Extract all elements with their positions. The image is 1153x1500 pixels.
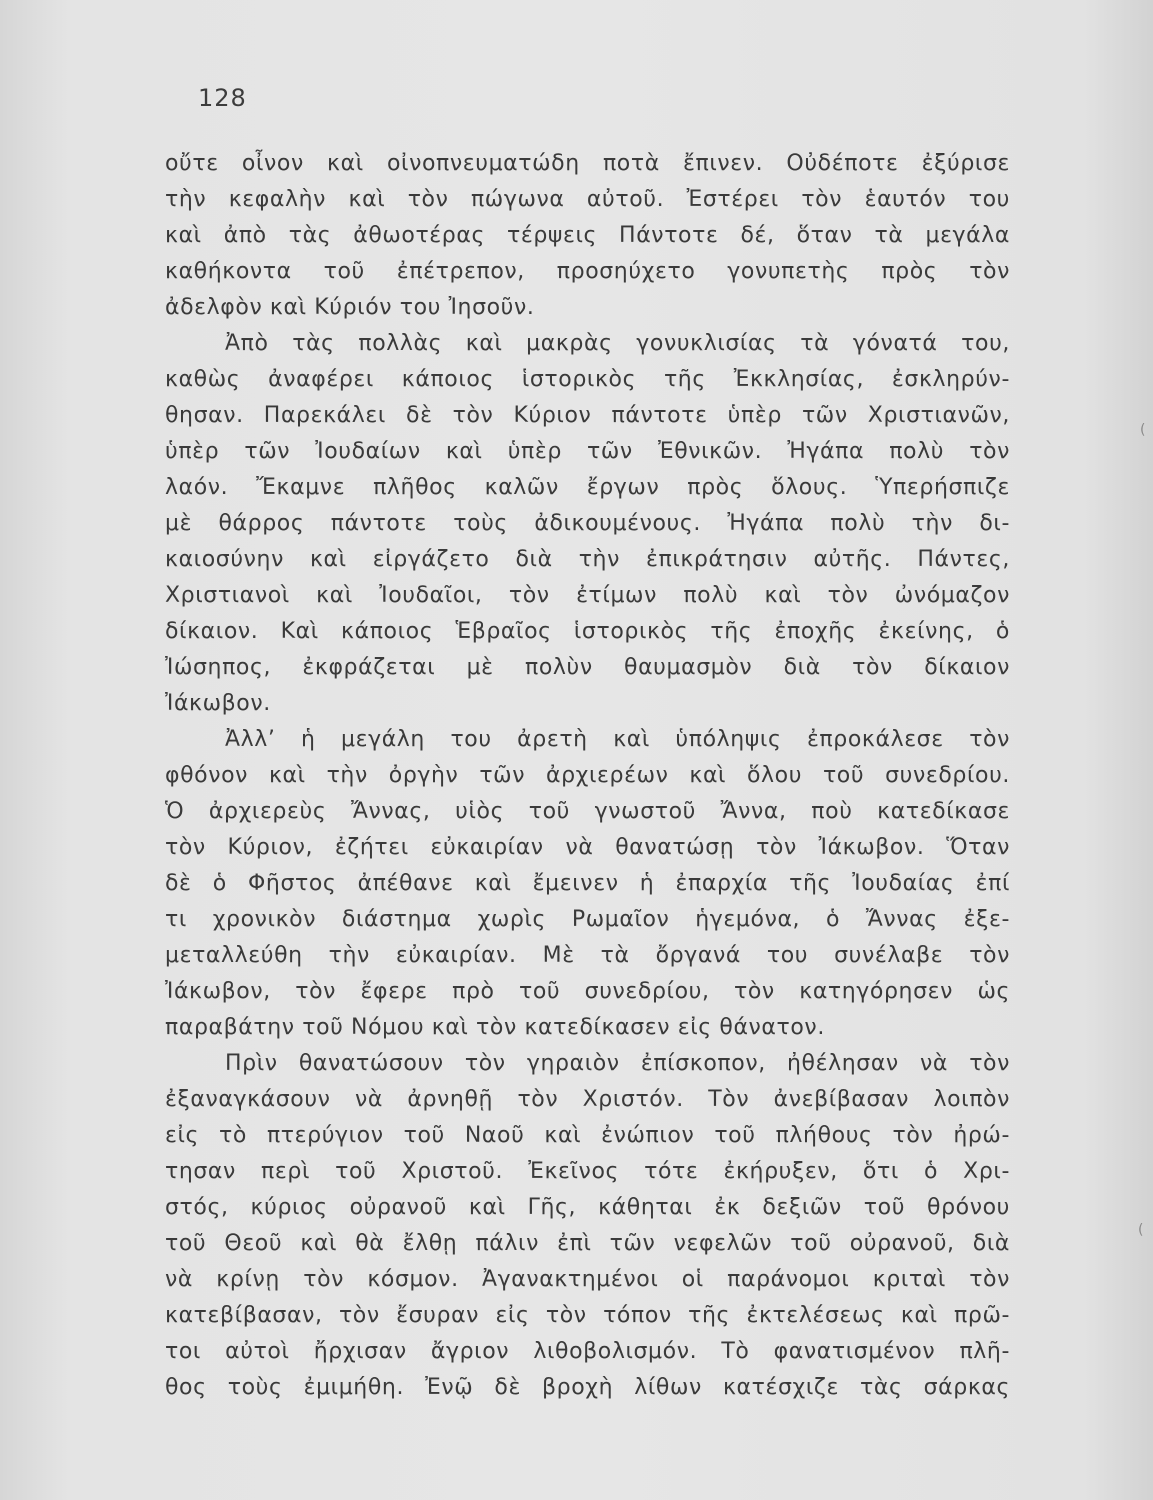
text-line: παραβάτην τοῦ Νόμου καὶ τὸν κατεδίκασεν εἰς θάνατον. [165,1015,825,1040]
text-line: Ἀλλ’ ἡ μεγάλη του ἀρετὴ καὶ ὑπόληψις ἐπροκάλεσε τὸν [225,727,1010,752]
text-line: τησαν περὶ τοῦ Χριστοῦ. Ἐκεῖνος τότε ἐκήρυξεν, ὅτι ὁ Χρι- [165,1159,1010,1184]
text-line: ἀδελφὸν καὶ Κύριόν του Ἰησοῦν. [165,295,535,320]
text-line: θησαν. Παρεκάλει δὲ τὸν Κύριον πάντοτε ὑπὲρ τῶν Χριστιανῶν, [165,403,1010,428]
body-text [165,146,1010,1406]
text-line: τι χρονικὸν διάστημα χωρὶς Ρωμαῖον ἡγεμόνα, ὁ Ἄννας ἐξε- [165,907,1010,932]
text-line: καθήκοντα τοῦ ἐπέτρεπον, προσηύχετο γονυπετὴς πρὸς τὸν [165,259,1010,284]
text-line: νὰ κρίνῃ τὸν κόσμον. Ἀγανακτημένοι οἱ παράνομοι κριταὶ τὸν [165,1267,1010,1292]
text-line: Ἰάκωβον. [165,691,271,716]
text-line: λαόν. Ἔκαμνε πλῆθος καλῶν ἔργων πρὸς ὅλους. Ὑπερήσπιζε [165,475,1010,500]
text-line: στός, κύριος οὐρανοῦ καὶ Γῆς, κάθηται ἐκ δεξιῶν τοῦ θρόνου [165,1195,1010,1220]
text-line: τοι αὐτοὶ ἤρχισαν ἄγριον λιθοβολισμόν. Τὸ φανατισμένον πλῆ- [165,1339,1010,1364]
text-line: Ἀπὸ τὰς πολλὰς καὶ μακρὰς γονυκλισίας τὰ γόνατά του, [225,331,1010,356]
text-line: φθόνον καὶ τὴν ὀργὴν τῶν ἀρχιερέων καὶ ὅλου τοῦ συνεδρίου. [165,763,1010,788]
text-line: δίκαιον. Καὶ κάποιος Ἑβραῖος ἱστορικὸς τῆς ἐποχῆς ἐκείνης, ὁ [165,619,1010,644]
text-line: καιοσύνην καὶ εἰργάζετο διὰ τὴν ἐπικράτησιν αὐτῆς. Πάντες, [165,547,1010,572]
text-line: Ἰάκωβον, τὸν ἔφερε πρὸ τοῦ συνεδρίου, τὸν κατηγόρησεν ὡς [165,979,1010,1004]
text-line: Χριστιανοὶ καὶ Ἰουδαῖοι, τὸν ἐτίμων πολὺ καὶ τὸν ὠνόμαζον [165,583,1010,608]
page-number: 128 [198,84,247,112]
text-line: μὲ θάρρος πάντοτε τοὺς ἀδικουμένους. Ἠγάπα πολὺ τὴν δι- [165,511,1010,536]
text-line: καθὼς ἀναφέρει κάποιος ἱστορικὸς τῆς Ἐκκλησίας, ἐσκληρύν- [165,367,1010,392]
text-line: Πρὶν θανατώσουν τὸν γηραιὸν ἐπίσκοπον, ἠθέλησαν νὰ τὸν [225,1051,1010,1076]
text-line: ὑπὲρ τῶν Ἰουδαίων καὶ ὑπὲρ τῶν Ἐθνικῶν. Ἠγάπα πολὺ τὸν [165,439,1010,464]
text-line: δὲ ὁ Φῆστος ἀπέθανε καὶ ἔμεινεν ἡ ἐπαρχία τῆς Ἰουδαίας ἐπί [165,871,1010,896]
margin-mark: ( [1140,422,1146,438]
text-line: Ἰώσηπος, ἐκφράζεται μὲ πολὺν θαυμασμὸν διὰ τὸν δίκαιον [165,655,1010,680]
text-line: καὶ ἀπὸ τὰς ἀθωοτέρας τέρψεις Πάντοτε δέ, ὅταν τὰ μεγάλα [165,223,1010,248]
text-line: Ὁ ἀρχιερεὺς Ἄννας, υἱὸς τοῦ γνωστοῦ Ἄννα, ποὺ κατεδίκασε [165,799,1010,824]
text-line: ἐξαναγκάσουν νὰ ἀρνηθῇ τὸν Χριστόν. Τὸν ἀνεβίβασαν λοιπὸν [165,1087,1010,1112]
text-line: τὴν κεφαλὴν καὶ τὸν πώγωνα αὐτοῦ. Ἐστέρει τὸν ἑαυτόν του [165,187,1010,212]
text-line: οὔτε οἶνον καὶ οἰνοπνευματώδη ποτὰ ἔπινεν. Οὐδέποτε ἐξύρισε [165,151,1010,176]
text-line: κατεβίβασαν, τὸν ἔσυραν εἰς τὸν τόπον τῆς ἐκτελέσεως καὶ πρῶ- [165,1303,1010,1328]
text-line: τὸν Κύριον, ἐζήτει εὐκαιρίαν νὰ θανατώσῃ τὸν Ἰάκωβον. Ὅταν [165,835,1010,860]
text-line: μεταλλεύθη τὴν εὐκαιρίαν. Μὲ τὰ ὄργανά του συνέλαβε τὸν [165,943,1010,968]
text-line: θος τοὺς ἐμιμήθη. Ἐνῷ δὲ βροχὴ λίθων κατέσχιζε τὰς σάρκας [165,1375,1010,1400]
text-line: τοῦ Θεοῦ καὶ θὰ ἔλθῃ πάλιν ἐπὶ τῶν νεφελῶν τοῦ οὐρανοῦ, διὰ [165,1231,1010,1256]
margin-mark: ( [1138,1222,1144,1238]
text-line: εἰς τὸ πτερύγιον τοῦ Ναοῦ καὶ ἐνώπιον τοῦ πλήθους τὸν ἠρώ- [165,1123,1010,1148]
